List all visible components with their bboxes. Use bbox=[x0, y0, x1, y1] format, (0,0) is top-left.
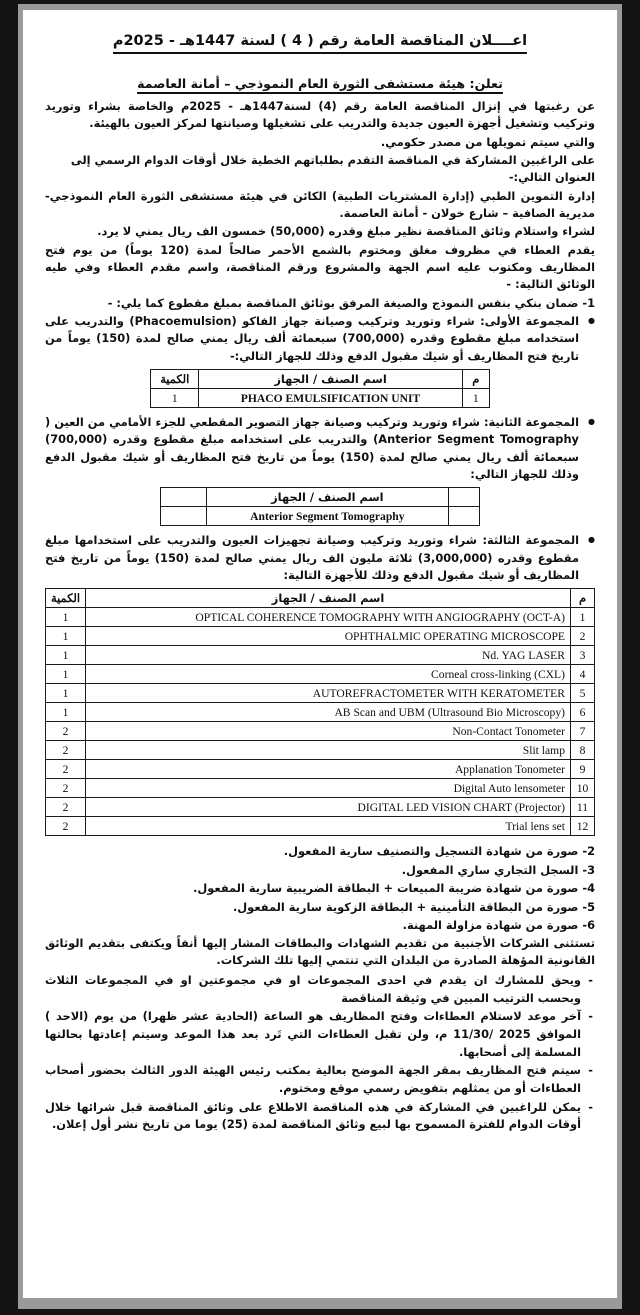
cell-item-name bbox=[86, 817, 571, 836]
group-three-list bbox=[45, 532, 595, 584]
header-item-name: اسم الصنف / الجهاز bbox=[199, 370, 462, 389]
requirement-item-3: 3- السجل التجاري ساري المفعول. bbox=[401, 862, 595, 877]
header-number: م bbox=[571, 589, 595, 608]
item-name-en: AUTOREFRACTOMETER WITH KERATOMETER bbox=[312, 687, 565, 701]
requirement-item-6: 6- صورة من شهادة مزاولة المهنة. bbox=[402, 918, 595, 933]
cell-quantity: 1 bbox=[46, 627, 86, 646]
requirement-item-2: 2- صورة من شهادة التسجيل والتصنيف سارية المفعول. bbox=[283, 844, 595, 859]
cell-quantity: 2 bbox=[46, 798, 86, 817]
table-row bbox=[46, 817, 595, 836]
cell-number: 11 bbox=[571, 798, 595, 817]
table-row bbox=[46, 741, 595, 760]
table-row bbox=[46, 798, 595, 817]
requirement-item-1: 1- ضمان بنكي بنفس النموذج والصيغة المرفق بوثائق المناقصة بمبلغ مقطوع كما يلي: - bbox=[107, 295, 595, 310]
group-two-table bbox=[160, 487, 480, 526]
table-row bbox=[46, 722, 595, 741]
cell-number: 12 bbox=[571, 817, 595, 836]
item-name-en: Anterior Segment Tomography bbox=[250, 510, 405, 524]
group-one-description: ● المجموعة الأولى: شراء وتوريد وتركيب وصيانة جهاز الفاكو (Phacoemulsion) والتدريب على استخدامه مبلغ مقطوع وقدره (700,000) سبعمائة ألف ريال يمني صالح لمدة (150) يوماً من تاريخ فتح المظاريف أو شيك مقبول الدفع وذلك للجهاز التالي:- bbox=[45, 313, 595, 365]
cell-item-name bbox=[86, 779, 571, 798]
item-name-en: Corneal cross-linking (CXL) bbox=[431, 668, 565, 682]
issuing-authority-text: تعلن: هيئة مستشفى الثورة العام النموذجي – أمانة العاصمة bbox=[137, 76, 503, 94]
item-name-en: PHACO EMULSIFICATION UNIT bbox=[240, 392, 421, 406]
table-header-row bbox=[46, 589, 595, 608]
cell-number: 1 bbox=[571, 608, 595, 627]
item-name-en: OPHTHALMIC OPERATING MICROSCOPE bbox=[344, 630, 565, 644]
cell-number: 6 bbox=[571, 703, 595, 722]
intro-paragraph-4: إدارة التموين الطبي (إدارة المشتريات الطبية) الكائن في هيئة مستشفى الثورة العام النموذجي- مديرية الصافية – شارع خولان - أمانة العاصمة. bbox=[45, 188, 595, 221]
table-header-row bbox=[151, 370, 490, 389]
intro-paragraph-2: والتي سيتم تمويلها من مصدر حكومي. bbox=[380, 134, 595, 149]
item-name-en: DIGITAL LED VISION CHART (Projector) bbox=[357, 801, 565, 815]
requirements-list bbox=[45, 842, 595, 934]
cell-quantity: 1 bbox=[151, 389, 199, 408]
cell-quantity: 1 bbox=[46, 646, 86, 665]
cell-item-name bbox=[199, 389, 462, 408]
group-three-table-body bbox=[46, 608, 595, 836]
page-title-text: اعــــلان المناقصة العامة رقم ( 4 ) لسنة 1447هـ - 2025م bbox=[113, 32, 527, 54]
cell-quantity: 1 bbox=[46, 684, 86, 703]
table-row bbox=[46, 779, 595, 798]
issuing-authority-heading bbox=[45, 76, 595, 94]
cell-item-name bbox=[86, 741, 571, 760]
item-name-en: Applanation Tonometer bbox=[454, 763, 565, 777]
closing-note-participation: - ويحق للمشارك ان يقدم في احدى المجموعات او في مجموعتين او في المجموعات الثلاث وبحسب الترتيب المبين في وثيقة المناقصة bbox=[45, 972, 595, 1007]
cell-quantity: 2 bbox=[46, 760, 86, 779]
cell-number: 7 bbox=[571, 722, 595, 741]
table-row bbox=[46, 760, 595, 779]
cell-item-name bbox=[86, 703, 571, 722]
group-two-list bbox=[45, 414, 595, 483]
table-header-row bbox=[161, 488, 480, 507]
table-row bbox=[46, 703, 595, 722]
item-name-en: Digital Auto lensometer bbox=[453, 782, 565, 796]
cell-item-name bbox=[207, 507, 448, 526]
closing-notes-list bbox=[45, 972, 595, 1134]
groups-list bbox=[45, 313, 595, 365]
cell-item-name bbox=[86, 608, 571, 627]
page-bottom-spacer bbox=[45, 1135, 595, 1159]
item-name-en: Non-Contact Tonometer bbox=[452, 725, 565, 739]
group-one-table bbox=[150, 369, 490, 408]
intro-paragraph-1: عن رغبتها في إنزال المناقصة العامة رقم (4) لسنة1447هـ - 2025م والخاصة بشراء وتوريد وتركيب وتشغيل أجهزة العيون جديدة والتدريب على تشغيلها وصيانتها لمركز العيون بالهيئة. bbox=[45, 99, 595, 131]
intro-paragraph-6: يقدم العطاء في مظروف مغلق ومختوم بالشمع الأحمر صالحاً لمدة (120 يوماً) من يوم فتح المظاريف ومكتوب عليه اسم الجهة والمشروع ورقم المناقصة، واسم مقدم العطاء وفي طيه الوثائق التالية: - bbox=[45, 242, 595, 292]
header-quantity: الكمية bbox=[151, 370, 199, 389]
group-three-table bbox=[45, 588, 595, 836]
group-two-description: ● المجموعة الثانية: شراء وتوريد وتركيب وصيانة جهاز التصوير المقطعي للجزء الأمامي من العين ( Anterior Segment Tomography) والتدريب على استخدامه مبلغ مقطوع وقدره (700,000) سبعمائة ألف ريال يمني صالح لمدة (150) يوماً من تاريخ فتح المظاريف أو شيك مقبول الدفع وذلك للجهاز التالي: bbox=[45, 414, 595, 483]
table-row bbox=[151, 389, 490, 408]
cell-number: 1 bbox=[462, 389, 489, 408]
header-number bbox=[448, 488, 479, 507]
table-row bbox=[46, 627, 595, 646]
cell-item-name bbox=[86, 684, 571, 703]
cell-quantity bbox=[161, 507, 207, 526]
cell-item-name bbox=[86, 665, 571, 684]
cell-number: 8 bbox=[571, 741, 595, 760]
page-title bbox=[45, 32, 595, 54]
cell-quantity: 2 bbox=[46, 779, 86, 798]
requirement-item-5: 5- صورة من البطاقة التأمينية + البطاقة الزكوية سارية المفعول. bbox=[232, 899, 595, 914]
cell-item-name bbox=[86, 760, 571, 779]
table-row bbox=[46, 608, 595, 627]
closing-note-opening-location: - سيتم فتح المظاريف بمقر الجهة الموضح بعالية بمكتب رئيس الهيئة الدور الثالث بحضور أصحاب العطاءات أو من يمثلهم بتفويض رسمي موقع ومختوم. bbox=[45, 1062, 595, 1097]
tender-announcement-page bbox=[23, 10, 617, 1298]
header-item-name: اسم الصنف / الجهاز bbox=[86, 589, 571, 608]
header-item-name: اسم الصنف / الجهاز bbox=[207, 488, 448, 507]
cell-number: 5 bbox=[571, 684, 595, 703]
foreign-companies-note: تستثنى الشركات الأجنبية من تقديم الشهادات والبطاقات المشار إليها أنفاً ويكتفى بتقديم الوثائق القانونية المؤهلة الصادرة من البلدان التي تنتمي إليها تلك الشركات. bbox=[45, 935, 595, 968]
cell-item-name bbox=[86, 646, 571, 665]
requirement-item-4: 4- صورة من شهادة ضريبة المبيعات + البطاقة الضريبية سارية المفعول. bbox=[193, 881, 595, 896]
intro-paragraph-3: على الراغبين المشاركة في المناقصة التقدم بطلباتهم الخطية خلال أوقات الدوام الرسمي إلى العنوان التالي:- bbox=[70, 153, 595, 185]
item-name-en: Nd. YAG LASER bbox=[482, 649, 565, 663]
item-name-en: Trial lens set bbox=[505, 820, 565, 834]
table-row bbox=[46, 665, 595, 684]
item-name-en: Slit lamp bbox=[522, 744, 565, 758]
cell-number: 3 bbox=[571, 646, 595, 665]
item-name-en: AB Scan and UBM (Ultrasound Bio Microscopy) bbox=[334, 706, 565, 720]
cell-number bbox=[448, 507, 479, 526]
group-three-description: ● المجموعة الثالثة: شراء وتوريد وتركيب وصيانة تجهيزات العيون والتدريب على استخدامها مبلغ مقطوع وقدره (3,000,000) ثلاثة مليون الف ريال يمني صالح لمدة (150) يوماً من تاريخ فتح المظاريف أو شيك مقبول الدفع وذلك للأجهزة التالية: bbox=[45, 532, 595, 584]
cell-number: 4 bbox=[571, 665, 595, 684]
closing-note-document-review: - يمكن للراغبين في المشاركة في هذه المناقصة الاطلاع على وثائق المناقصة قبل شرائها خلال أوقات الدوام للفترة المسموح بها لبيع وثائق المناقصة لمدة (25) يوما من تاريخ نشر أول إعلان. bbox=[45, 1099, 595, 1134]
cell-quantity: 1 bbox=[46, 703, 86, 722]
header-quantity bbox=[161, 488, 207, 507]
cell-number: 10 bbox=[571, 779, 595, 798]
cell-item-name bbox=[86, 722, 571, 741]
cell-quantity: 2 bbox=[46, 817, 86, 836]
header-number: م bbox=[462, 370, 489, 389]
cell-quantity: 1 bbox=[46, 608, 86, 627]
table-row bbox=[46, 646, 595, 665]
cell-number: 9 bbox=[571, 760, 595, 779]
closing-note-deadline: - آخر موعد لاستلام العطاءات وفتح المظاريف هو الساعة (الحادية عشر ظهرا) من يوم (الاحد ) الموافق 2025 /11/30 م، ولن تقبل العطاءات التي تَرد بعد هذا الموعد وسيتم إعادتها بحالتها المسلمة إلى أصحابها. bbox=[45, 1008, 595, 1061]
item-name-en: OPTICAL COHERENCE TOMOGRAPHY WITH ANGIOGRAPHY (OCT-A) bbox=[195, 611, 565, 625]
cell-number: 2 bbox=[571, 627, 595, 646]
table-row bbox=[46, 684, 595, 703]
cell-quantity: 1 bbox=[46, 665, 86, 684]
cell-item-name bbox=[86, 798, 571, 817]
intro-paragraph-5: لشراء واستلام وثائق المناقصة نظير مبلغ وقدره (50,000) خمسون الف ريال يمني لا يرد. bbox=[97, 224, 595, 239]
cell-item-name bbox=[86, 627, 571, 646]
table-row bbox=[161, 507, 480, 526]
cell-quantity: 2 bbox=[46, 741, 86, 760]
cell-quantity: 2 bbox=[46, 722, 86, 741]
header-quantity: الكمية bbox=[46, 589, 86, 608]
